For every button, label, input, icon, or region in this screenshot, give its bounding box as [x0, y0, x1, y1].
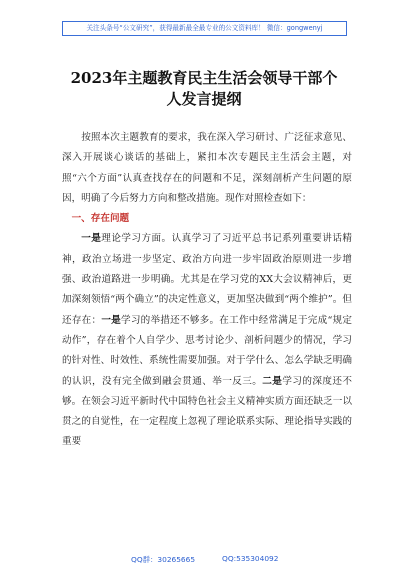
footer-qq-group: QQ群：30265665: [131, 555, 196, 564]
title-line-2: 人发言提纲: [166, 90, 242, 108]
paragraph-text: 学习的举措还不够多。在工作中经常满足于完成“规定动作”，存在着个人自学少、思考讨论少、剖析问题少的情况，学习的针对性、时效性、系统性需要加强。对于学什么、怎么学缺乏明确的认识，没有完全做到融会贯通、举一反三。: [62, 314, 353, 387]
paragraph-lead: 一是: [101, 314, 121, 326]
title-line-1: 2023年主题教育民主生活会领导干部个: [70, 69, 338, 87]
intro-paragraph: 按照本次主题教育的要求，我在深入学习研讨、广泛征求意见、深入开展谈心谈话的基础上，紧扣本次专题民主生活会主题，对照“六个方面”认真查找存在的问题和不足，深刻剖析产生问题的原因，明确了今后努力方向和整改措施。现作对照检查如下：: [62, 132, 352, 204]
paragraph-lead: 二是: [262, 375, 283, 387]
header-banner: 关注头条号“公文研究”，获得最新最全最专业的公文资料库！ 微信：gongwenyj: [62, 21, 347, 36]
document-body: [62, 128, 352, 453]
paragraph-text: 学习的深度还不够。在领会习近平新时代中国特色社会主义精神实质方面还缺乏一以贯之的自觉性，在一定程度上忽视了理论联系实际、理论指导实践的重要: [62, 375, 353, 448]
footer: [0, 554, 408, 568]
body-paragraph: [62, 229, 352, 452]
paragraph-lead: 一是: [81, 233, 102, 245]
footer-qq: QQ:535304092: [222, 554, 279, 563]
document-title: [40, 68, 368, 110]
paragraph-text: 理论学习方面。认真学习了习近平总书记系列重要讲话精神，政治立场进一步坚定、政治方向进一步牢固政治原则进一步增强、政治道路进一步明确。尤其是在学习党的XX大会议精神后，更加深刻领悟“两个确立”的决定性意义，更加坚决做到“两个维护”。但还存在：: [62, 233, 352, 326]
section-heading: 一、存在问题: [71, 213, 130, 225]
